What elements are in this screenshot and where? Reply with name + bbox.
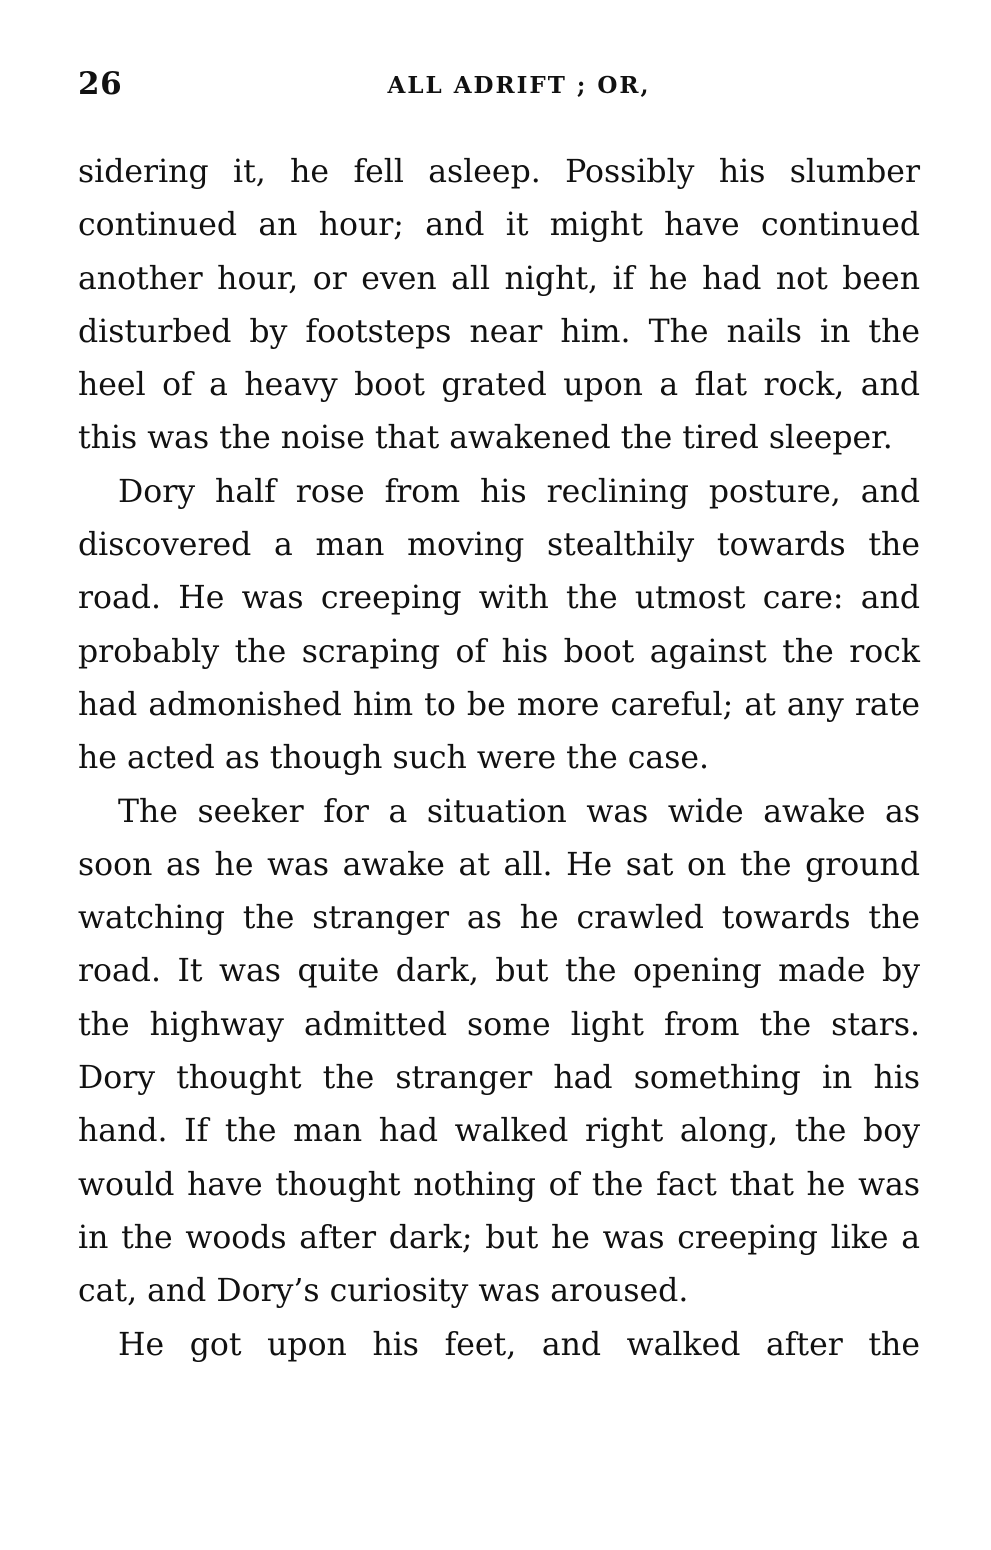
running-head: ALL ADRIFT ; OR, xyxy=(387,72,651,99)
page-header xyxy=(78,66,920,116)
paragraph-4: He got upon his feet, and walked after the xyxy=(118,1326,920,1363)
page-number: 26 xyxy=(78,66,123,102)
paragraph-3: The seeker for a situation was wide awake as soon as he was awake at all. He sat on the ground watching the stranger as he crawled towards the road. It was quite dark, but the opening made by the highway admitted some light from the stars. Dory thought the stranger had something in his hand. If the man had walked right along, the boy would have thought nothing of the fact that he was in the woods after dark; but he was creeping like a cat, and Dory’s curiosity was aroused. xyxy=(78,793,920,1310)
paragraph-1: sidering it, he fell asleep. Possibly his slumber continued an hour; and it might have continued another hour, or even all night, if he had not been disturbed by footsteps near him. The nails in the heel of a heavy boot grated upon a flat rock, and this was the noise that awakened the tired sleeper. xyxy=(78,154,920,457)
body-text xyxy=(78,146,920,1372)
paragraph-2: Dory half rose from his reclining posture, and discovered a man moving stealthily towards the road. He was creeping with the utmost care: and probably the scraping of his boot against the rock had admonished him to be more careful; at any rate he acted as though such were the case. xyxy=(78,473,920,777)
